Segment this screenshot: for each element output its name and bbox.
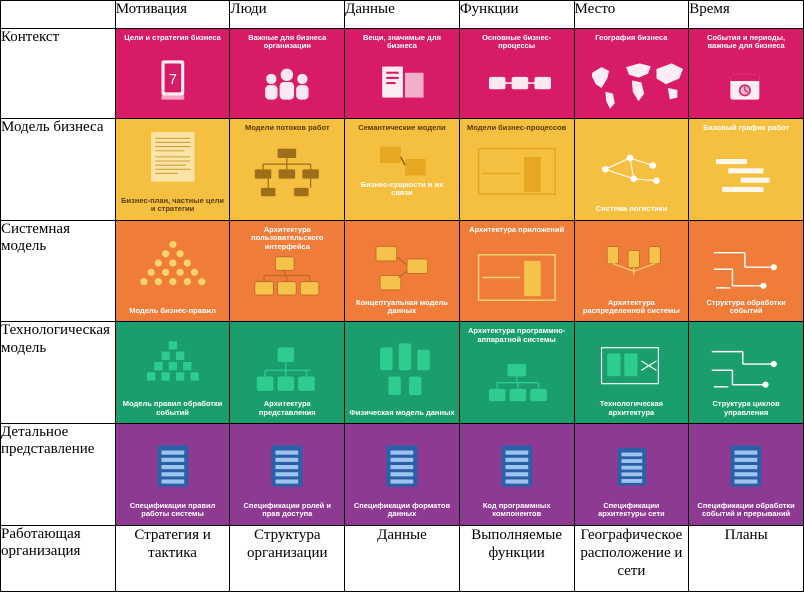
cell-business-functions [459,119,574,221]
cell-caption: Спецификации обработки событий и прерываний [697,500,795,519]
cell-caption: Важные для бизнеса организации [248,32,327,50]
cell-org-place: Географическое расположение и сети [574,525,689,591]
row-working-organization [1,525,804,591]
cell-system-motivation [115,220,230,322]
cell-caption: События и периоды, важные для бизнеса [707,32,786,50]
cell-caption: Модель правил обработки событий [122,399,223,417]
cell-caption: Архитектура приложений [469,224,565,234]
cell-caption: Спецификации ролей и прав доступа [243,500,331,519]
cell-system-place [574,220,689,322]
cell-caption: Спецификации архитектуры сети [598,500,665,519]
cell-org-data: Данные [345,525,460,591]
svg-text:7: 7 [168,71,177,88]
row-business-model [1,119,804,221]
cell-org-motivation: Стратегия и тактика [115,525,230,591]
gantt-chart-art [689,119,803,220]
cell-detail-time [689,424,804,526]
cell-caption: Вещи, значимые для бизнеса [362,32,441,50]
cell-caption: Структура обработки событий [706,297,786,316]
row-header-detailed-representation: Детальное представление [1,424,116,526]
cell-caption: Технологическая архитектура [599,399,663,417]
cell-caption: Базовый график работ [703,123,790,133]
cell-detail-place [574,424,689,526]
column-header-row [1,1,804,29]
column-header-time: Время [689,1,804,29]
column-header-motivation: Мотивация [115,1,230,29]
row-header-working-organization: Работающая организация [1,525,116,591]
workflow-tree-art [230,119,344,220]
cell-system-people [230,220,345,322]
row-technology-model [1,322,804,424]
cell-tech-functions [459,322,574,424]
cell-caption: Архитектура распределенной системы [582,297,680,316]
cell-tech-data [345,322,460,424]
cell-business-motivation [115,119,230,221]
row-header-business-model: Модель бизнеса [1,119,116,221]
cell-business-place [574,119,689,221]
cell-system-time [689,220,804,322]
application-architecture-art [460,221,574,322]
cell-detail-motivation [115,424,230,526]
cell-org-functions: Выполняемые функции [459,525,574,591]
cell-business-time [689,119,804,221]
cell-context-people [230,28,345,119]
cell-caption: Архитектура пользовательского интерфейса [251,224,324,251]
cell-system-data [345,220,460,322]
cell-detail-people [230,424,345,526]
row-context [1,28,804,119]
row-header-technology-model: Технологическая модель [1,322,116,424]
cell-business-people [230,119,345,221]
row-header-system-model: Системная модель [1,220,116,322]
cell-caption: Спецификации форматов данных [353,500,451,519]
cell-caption: Архитектура программно-аппаратной системы [468,326,566,344]
column-header-data: Данные [345,1,460,29]
cell-caption: Модели бизнес-процессов [467,123,567,133]
cell-tech-motivation [115,322,230,424]
cell-caption: Код программных компонентов [482,500,551,519]
cell-caption: Семантические модели [358,123,446,133]
cell-caption: Модель бизнес-правил [129,306,216,316]
row-header-context: Контекст [1,28,116,119]
cell-caption: География бизнеса [595,32,668,42]
cell-caption: Цели и стратегия бизнеса [124,32,221,42]
cell-caption: Основные бизнес-процессы [482,32,552,50]
cell-tech-time [689,322,804,424]
cell-detail-functions [459,424,574,526]
cell-caption: Физическая модель данных [349,407,455,417]
cell-context-functions [459,28,574,119]
cell-context-time [689,28,804,119]
column-header-place: Место [574,1,689,29]
column-header-people: Люди [230,1,345,29]
cell-caption-secondary: Бизнес-сущности и их связи [360,180,444,198]
cell-tech-place [574,322,689,424]
world-map-art [575,29,689,119]
row-detailed-representation [1,424,804,526]
cell-caption: Модели потоков работ [244,123,330,133]
entity-boxes-art [345,119,459,220]
cell-caption: Бизнес-план, частные цели и стратегии [121,196,224,214]
cell-org-time: Планы [689,525,804,591]
row-system-model [1,220,804,322]
cell-caption: Спецификации правил работы системы [129,500,216,519]
goal-target-art [116,29,230,119]
cell-org-people: Структура организации [230,525,345,591]
cell-tech-people [230,322,345,424]
process-model-art [460,119,574,220]
cell-caption: Архитектура представления [258,399,316,417]
matrix-corner-cell [1,1,116,29]
cell-caption: Система логистики [595,204,668,214]
cell-detail-data [345,424,460,526]
cell-context-place [574,28,689,119]
cell-context-data [345,28,460,119]
column-header-functions: Функции [459,1,574,29]
cell-caption: Структура циклов управления [712,399,780,417]
cell-context-motivation [115,28,230,119]
cell-business-data [345,119,460,221]
cell-system-functions [459,220,574,322]
cell-caption: Концептуальная модель данных [356,297,448,316]
